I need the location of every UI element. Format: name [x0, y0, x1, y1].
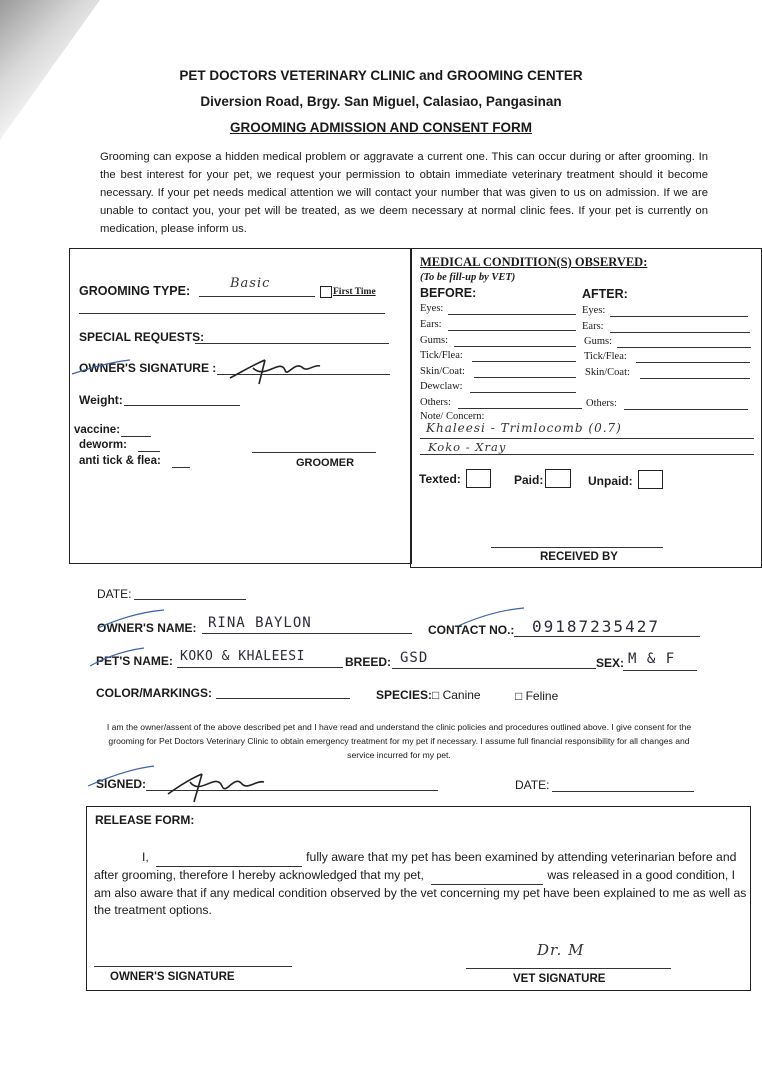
signed-label: SIGNED:: [96, 777, 147, 791]
breed-label: BREED:: [345, 655, 392, 669]
medical-subtitle: (To be fill-up by VET): [420, 272, 516, 283]
species-canine-option[interactable]: □ Canine: [432, 688, 481, 702]
before-others-line[interactable]: [458, 408, 582, 409]
after-skincoat-label: Skin/Coat:: [585, 367, 630, 378]
after-gums-label: Gums:: [584, 336, 613, 347]
after-label: AFTER:: [582, 287, 628, 301]
after-others-line[interactable]: [624, 409, 748, 410]
after-gums-line[interactable]: [617, 347, 751, 348]
deworm-label: deworm:: [79, 439, 127, 451]
release-owner-signature-line[interactable]: [94, 966, 292, 967]
owner-signature-check-mark: [70, 358, 140, 378]
unpaid-label: Unpaid:: [588, 474, 633, 488]
grooming-extra-line: [79, 313, 385, 314]
pet-name-line: [177, 667, 343, 668]
signed-signature-scribble: [160, 766, 270, 806]
note-label: Note/ Concern:: [420, 411, 485, 422]
weight-line[interactable]: [124, 405, 240, 406]
texted-label: Texted:: [419, 472, 461, 486]
color-markings-label: COLOR/MARKINGS:: [96, 686, 212, 700]
release-title: RELEASE FORM:: [95, 813, 195, 827]
signed-date-label: DATE:: [515, 778, 550, 792]
before-ears-line[interactable]: [448, 330, 576, 331]
before-ears-label: Ears:: [420, 319, 442, 330]
sex-label: SEX:: [596, 656, 625, 670]
before-eyes-label: Eyes:: [420, 303, 444, 314]
deworm-line[interactable]: [138, 451, 160, 452]
note-line-1: [420, 438, 754, 439]
after-tickflea-line[interactable]: [636, 362, 750, 363]
grooming-type-label: GROOMING TYPE:: [79, 284, 191, 298]
contact-value[interactable]: 09187235427: [532, 617, 660, 636]
before-skincoat-label: Skin/Coat:: [420, 366, 465, 377]
clinic-address: Diversion Road, Brgy. San Miguel, Calasiao, Pangasinan: [200, 94, 562, 109]
contact-label: CONTACT NO.:: [428, 623, 515, 637]
owner-name-value[interactable]: RINA BAYLON: [208, 615, 312, 631]
before-others-label: Others:: [420, 397, 451, 408]
paid-checkbox[interactable]: [545, 469, 571, 488]
owner-name-label: OWNER'S NAME:: [97, 621, 197, 635]
pet-name-value[interactable]: KOKO & KHALEESI: [180, 649, 305, 664]
release-pet-blank[interactable]: [431, 867, 543, 885]
texted-checkbox[interactable]: [466, 469, 491, 488]
note-value-line1[interactable]: Khaleesi - Trimlocomb (0.7): [426, 421, 622, 435]
first-time-label: First Time: [333, 287, 376, 297]
date-label: DATE:: [97, 587, 132, 601]
release-text-part1: I,: [142, 850, 149, 864]
vet-signature-value: Dr. M: [537, 941, 585, 959]
before-tickflea-line[interactable]: [472, 361, 576, 362]
after-ears-label: Ears:: [582, 321, 604, 332]
groomer-line[interactable]: [252, 452, 376, 453]
release-owner-signature-label: OWNER'S SIGNATURE: [110, 971, 235, 983]
pet-name-label: PET'S NAME:: [96, 654, 173, 668]
vaccine-line[interactable]: [121, 436, 151, 437]
species-label: SPECIES:: [376, 688, 433, 702]
special-requests-line[interactable]: [195, 343, 389, 344]
first-time-checkbox[interactable]: [320, 286, 332, 298]
before-gums-label: Gums:: [420, 335, 449, 346]
breed-line: [392, 668, 596, 669]
grooming-type-line: [199, 296, 315, 297]
contact-check-mark: [456, 606, 526, 628]
medical-title: MEDICAL CONDITION(S) OBSERVED:: [420, 255, 648, 269]
breed-value[interactable]: GSD: [400, 650, 429, 666]
before-gums-line[interactable]: [454, 346, 576, 347]
after-skincoat-line[interactable]: [640, 378, 750, 379]
before-dewclaw-line[interactable]: [470, 392, 576, 393]
contact-line: [514, 636, 700, 637]
owner-signature-scribble: [225, 350, 325, 390]
note-line-2: [420, 454, 754, 455]
signed-check-mark: [86, 764, 156, 788]
paid-label: Paid:: [514, 473, 544, 487]
grooming-type-value[interactable]: Basic: [230, 276, 271, 291]
release-text-part2: fully aware that my pet has been examined by attending veterinarian before and after grooming, therefore I hereby acknowledged that my pet,: [94, 850, 737, 882]
color-markings-line[interactable]: [216, 698, 350, 699]
weight-label: Weight:: [79, 393, 123, 407]
received-by-line[interactable]: [491, 547, 663, 548]
release-paragraph: [94, 849, 748, 919]
intro-paragraph: Grooming can expose a hidden medical problem or aggravate a current one. This can occur during or after grooming. In the best interest for your pet, we request your permission to obtain immediate veterinary treatment should it become necessary. If your pet needs medical attention we will contact your number that was given to us on admission. If we are unable to contact you, your pet will be treated, as we deem necessary at normal clinic fees. If your pet is currently on medication, please inform us.: [100, 151, 708, 235]
before-tickflea-label: Tick/Flea:: [420, 350, 463, 361]
vaccine-label: vaccine:: [74, 424, 121, 436]
release-name-blank[interactable]: [156, 849, 302, 867]
before-skincoat-line[interactable]: [474, 377, 576, 378]
groomer-label: GROOMER: [296, 457, 355, 469]
release-text-part3: was released in a good condition, I am also aware that if any medical condition observed by the vet concerning my pet have been explained to me as well as the treatment options.: [94, 868, 747, 917]
signed-date-line[interactable]: [552, 791, 694, 792]
after-ears-line[interactable]: [610, 332, 750, 333]
sex-line: [623, 670, 697, 671]
after-others-label: Others:: [586, 398, 617, 409]
note-value-line2[interactable]: Koko - Xray: [428, 440, 507, 454]
special-requests-label: SPECIAL REQUESTS:: [79, 330, 205, 344]
before-eyes-line[interactable]: [448, 314, 576, 315]
unpaid-checkbox[interactable]: [638, 470, 663, 489]
pet-name-check-mark: [88, 646, 148, 668]
vet-signature-label: VET SIGNATURE: [513, 973, 606, 985]
after-eyes-line[interactable]: [610, 316, 748, 317]
clinic-name: PET DOCTORS VETERINARY CLINIC and GROOMING CENTER: [179, 68, 583, 83]
owner-signature-label: OWNER'S SIGNATURE :: [79, 361, 217, 375]
sex-value[interactable]: M & F: [628, 651, 676, 667]
before-label: BEFORE:: [420, 286, 477, 300]
date-line[interactable]: [134, 599, 246, 600]
species-feline-option[interactable]: □ Feline: [515, 689, 559, 703]
owner-name-line: [202, 633, 412, 634]
before-dewclaw-label: Dewclaw:: [420, 381, 463, 392]
vet-signature-line[interactable]: [466, 968, 671, 969]
consent-paragraph: I am the owner/assent of the above described pet and I have read and understand the clinic policies and procedures outlined above. I give consent for the grooming for Pet Doctors Veterinary Clinic to obtain emergency treatment for my pet if necessary. I assume full financial responsibility for all changes and service incurred for my pet.: [106, 722, 692, 760]
received-by-label: RECEIVED BY: [540, 551, 618, 563]
anti-tick-label: anti tick & flea:: [79, 455, 161, 467]
form-title: GROOMING ADMISSION AND CONSENT FORM: [230, 120, 532, 135]
owner-name-check-mark: [96, 608, 166, 630]
after-tickflea-label: Tick/Flea:: [584, 351, 627, 362]
after-eyes-label: Eyes:: [582, 305, 606, 316]
anti-tick-line[interactable]: [172, 467, 190, 468]
